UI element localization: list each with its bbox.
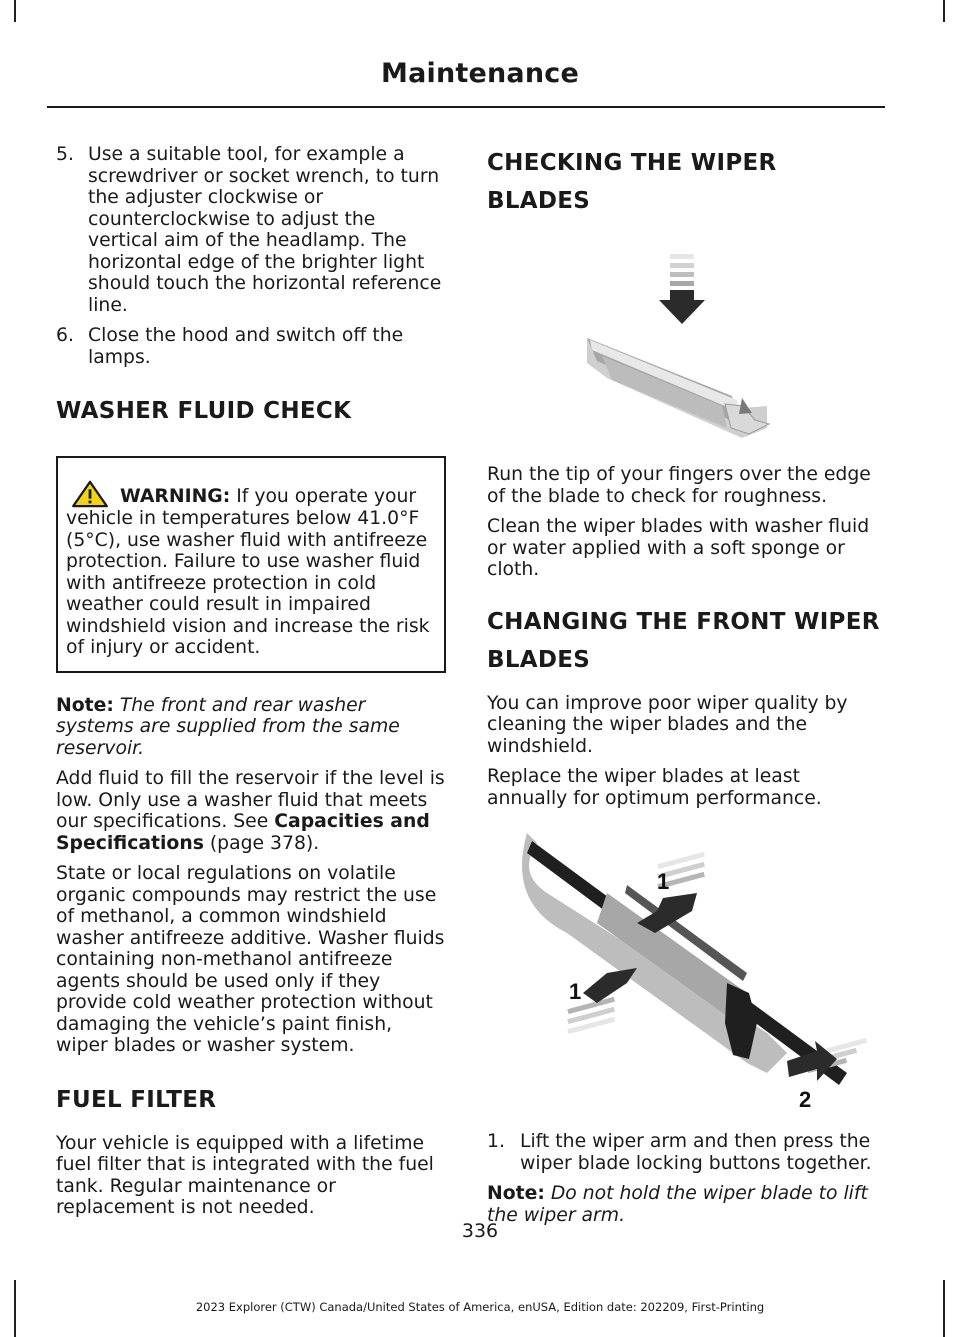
- list-item: [56, 325, 446, 368]
- step-text: Use a suitable tool, for example a screwdriver or socket wrench, to turn the adjuster clockwise or counterclockwise to adjust the vertical aim of the headlamp. The horizontal edge of the brighter light should touch the horizontal reference line.: [88, 144, 442, 316]
- note-label: Note:: [56, 694, 114, 716]
- note-text: Do not hold the wiper blade to lift the wiper arm.: [487, 1183, 868, 1226]
- page-reference: (page 378).: [203, 832, 320, 854]
- left-column: [56, 144, 446, 1228]
- step-number: 1.: [487, 1131, 505, 1152]
- wiper-blade-release-figure: [487, 823, 882, 1113]
- note-text: The front and rear washer systems are supplied from the same reservoir.: [56, 694, 400, 759]
- crop-mark: [943, 0, 945, 22]
- crop-mark: [14, 0, 16, 22]
- down-arrow-icon: [659, 290, 705, 324]
- step-text: Lift the wiper arm and then press the wiper blade locking buttons together.: [520, 1131, 872, 1174]
- press-arrow-icon: [583, 968, 637, 1003]
- warning-box: [56, 456, 446, 673]
- warning-triangle-icon: [70, 480, 110, 508]
- paragraph: Your vehicle is equipped with a lifetime fuel filter that is integrated with the fuel tank. Regular maintenance or replacement is not needed.: [56, 1132, 434, 1218]
- heading-line: CHANGING THE FRONT WIPER: [487, 608, 880, 635]
- right-column: [487, 144, 882, 1235]
- heading-line: CHECKING THE WIPER: [487, 150, 777, 176]
- callout-label: 1: [569, 979, 582, 1004]
- cross-reference-link[interactable]: Capacities and Specifications: [56, 811, 430, 854]
- section-heading-washer: WASHER FLUID CHECK: [56, 398, 352, 424]
- warning-text: If you operate your vehicle in temperatures below 41.0°F (5°C), use washer fluid with antifreeze protection. Failure to use washer fluid with antifreeze protection in cold weather could result in impaired windshield vision and increase the risk of injury or accident.: [66, 486, 430, 658]
- section-heading-change-wipers: [487, 603, 882, 679]
- paragraph-text: Add fluid to fill the reservoir if the level is low. Only use a washer fluid that meets our specifications. See: [56, 768, 445, 832]
- callout-label: 2: [799, 1087, 812, 1112]
- heading-line: BLADES: [487, 646, 591, 673]
- note-label: Note:: [487, 1183, 545, 1204]
- wiper-blade-edge-figure: [487, 228, 882, 456]
- page-number: 336: [461, 1220, 499, 1242]
- paragraph: Replace the wiper blades at least annually for optimum performance.: [487, 766, 822, 809]
- callout-label: 1: [657, 869, 670, 894]
- wiper-arm-illustration: [487, 823, 882, 1113]
- paragraph: State or local regulations on volatile organic compounds may restrict the use of methanol, a common windshield washer antifreeze additive. Washer fluids containing non-methanol antifreeze agents should be used only if they provide cold weather protection without damaging the vehicle’s paint finish, wiper blades or washer system.: [56, 863, 445, 1056]
- heading-line: BLADES: [487, 188, 591, 214]
- paragraph: Clean the wiper blades with washer fluid or water applied with a soft sponge or cloth.: [487, 516, 870, 580]
- list-item: [487, 1131, 882, 1174]
- edition-footer: 2023 Explorer (CTW) Canada/United States of America, enUSA, Edition date: 202209, First-Printing: [195, 1300, 765, 1314]
- paragraph: Run the tip of your fingers over the edge of the blade to check for roughness.: [487, 464, 871, 507]
- note: [56, 695, 446, 760]
- page-title: Maintenance: [381, 58, 579, 89]
- wiper-blade-illustration: [487, 228, 882, 456]
- header-divider: [47, 106, 885, 108]
- paragraph: [56, 768, 446, 854]
- step-text: Close the hood and switch off the lamps.: [88, 325, 404, 368]
- section-heading-fuel-filter: FUEL FILTER: [56, 1086, 217, 1113]
- section-heading-check-wipers: [487, 144, 882, 220]
- warning-label: WARNING:: [120, 486, 231, 507]
- list-item: [56, 144, 446, 316]
- paragraph: You can improve poor wiper quality by cleaning the wiper blades and the windshield.: [487, 692, 848, 757]
- step-number: 6.: [56, 325, 74, 346]
- step-number: 5.: [56, 144, 74, 165]
